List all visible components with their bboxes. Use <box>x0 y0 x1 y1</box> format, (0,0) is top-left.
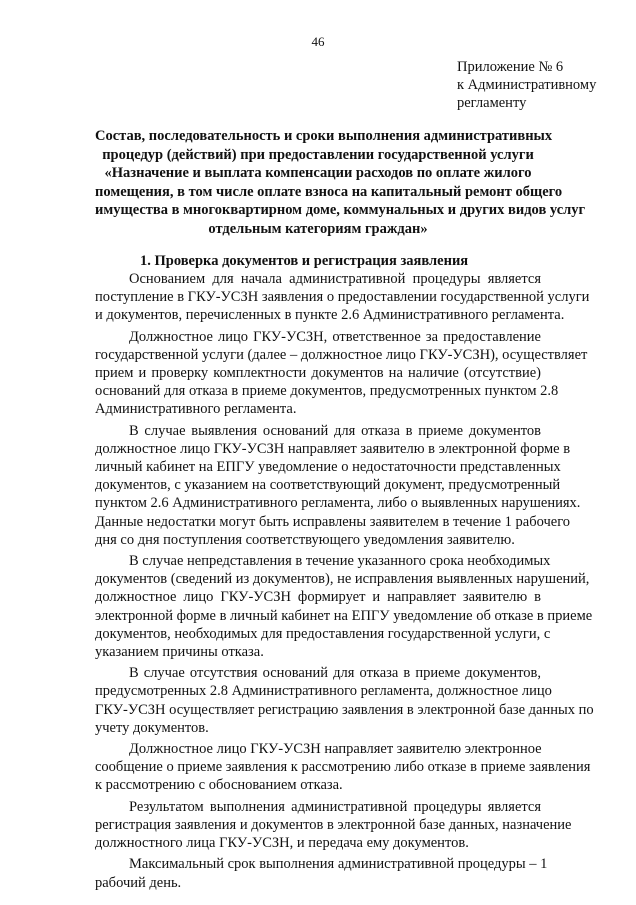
paragraph-line: учету документов. <box>95 719 209 736</box>
paragraph-line: В случае отсутствия оснований для отказа в приеме документов, <box>129 665 541 682</box>
paragraph-line: документов (сведений из документов), не исправления выявленных нарушений, <box>95 571 590 588</box>
paragraph-line: В случае непредставления в течение указанного срока необходимых <box>129 553 551 570</box>
appendix-line: к Административному <box>457 77 597 93</box>
appendix-line: регламенту <box>457 95 527 111</box>
paragraph-line: должностное лицо ГКУ-УСЗН формирует и направляет заявителю в <box>95 589 541 606</box>
page-number: 46 <box>311 34 325 49</box>
paragraph-line: предусмотренных 2.8 Административного регламента, должностное лицо <box>95 683 552 700</box>
paragraph-line: пунктом 2.6 Административного регламента, либо о выявленных нарушениях. <box>95 495 581 512</box>
paragraph-line: и документов, перечисленных в пункте 2.6 Административного регламента. <box>95 307 565 324</box>
paragraph-line: Данные недостатки могут быть исправлены заявителем в течение 1 рабочего <box>95 513 571 530</box>
paragraph-line: В случае выявления оснований для отказа в приеме документов <box>129 422 541 439</box>
title-line: процедур (действий) при предоставлении государственной услуги <box>102 146 534 163</box>
document-title <box>95 127 586 239</box>
paragraph-line: оснований для отказа в приеме документов, предусмотренных пунктом 2.8 <box>95 383 559 400</box>
paragraph-line: ГКУ-УСЗН осуществляет регистрацию заявления в электронной базе данных по <box>95 701 594 718</box>
body-paragraph <box>95 270 590 325</box>
paragraph-line: к рассмотрению с обоснованием отказа. <box>95 777 343 794</box>
paragraph-line: документов, необходимых для предоставления государственной услуги, с <box>95 625 551 642</box>
paragraph-line: Максимальный срок выполнения административной процедуры – 1 <box>129 856 548 873</box>
appendix-line: Приложение № 6 <box>457 59 564 75</box>
body-paragraph <box>95 664 594 737</box>
title-line: Состав, последовательность и сроки выполнения административных <box>95 128 553 144</box>
title-line: имущества в многоквартирном доме, коммунальных и других видов услуг <box>95 202 586 219</box>
paragraph-line: поступление в ГКУ-УСЗН заявления о предоставлении государственной услуги <box>95 289 590 306</box>
body-paragraph <box>95 328 588 419</box>
section-heading: 1. Проверка документов и регистрация заявления <box>140 253 469 269</box>
paragraph-line: сообщение о приеме заявления к рассмотрению либо отказе в приеме заявления <box>95 759 591 776</box>
body-paragraph <box>95 552 593 661</box>
title-line: отдельным категориям граждан» <box>208 220 428 237</box>
title-line: помещения, в том числе оплате взноса на капитальный ремонт общего <box>95 183 563 200</box>
body-paragraph <box>95 422 581 549</box>
paragraph-line: должностного лица ГКУ-УСЗН, и передача ему документов. <box>95 835 469 852</box>
body-paragraph <box>95 855 548 891</box>
paragraph-line: указанием причины отказа. <box>95 644 264 661</box>
paragraph-line: Основанием для начала административной процедуры является <box>129 271 541 287</box>
body-paragraph <box>95 740 591 795</box>
paragraph-line: Административного регламента. <box>95 401 297 418</box>
paragraph-line: прием и проверку комплектности документов на наличие (отсутствие) <box>95 365 541 382</box>
paragraph-line: должностное лицо ГКУ-УСЗН направляет заявителю в электронной форме в <box>95 440 571 457</box>
paragraph-line: Должностное лицо ГКУ-УСЗН, ответственное за предоставление <box>129 328 541 345</box>
paragraph-line: электронной форме в личный кабинет на ЕПГУ уведомление об отказе в приеме <box>95 607 593 624</box>
paragraph-line: личный кабинет на ЕПГУ уведомление о недостаточности представленных <box>95 459 561 476</box>
paragraph-line: регистрация заявления и документов в электронной базе данных, назначение <box>95 816 572 833</box>
paragraph-line: Должностное лицо ГКУ-УСЗН направляет заявителю электронное <box>129 741 542 758</box>
paragraph-line: рабочий день. <box>95 874 182 891</box>
paragraph-line: государственной услуги (далее – должностное лицо ГКУ-УСЗН), осуществляет <box>95 346 588 363</box>
title-line: «Назначение и выплата компенсации расходов по оплате жилого <box>104 165 532 182</box>
paragraph-line: Результатом выполнения административной процедуры является <box>129 798 541 815</box>
appendix-note <box>457 58 596 112</box>
paragraph-line: документов, с указанием на соответствующий документ, предусмотренный <box>95 477 561 494</box>
body-paragraph <box>95 798 572 853</box>
section-body <box>95 270 594 895</box>
paragraph-line: дня со дня поступления соответствующего уведомления заявителю. <box>95 531 515 548</box>
